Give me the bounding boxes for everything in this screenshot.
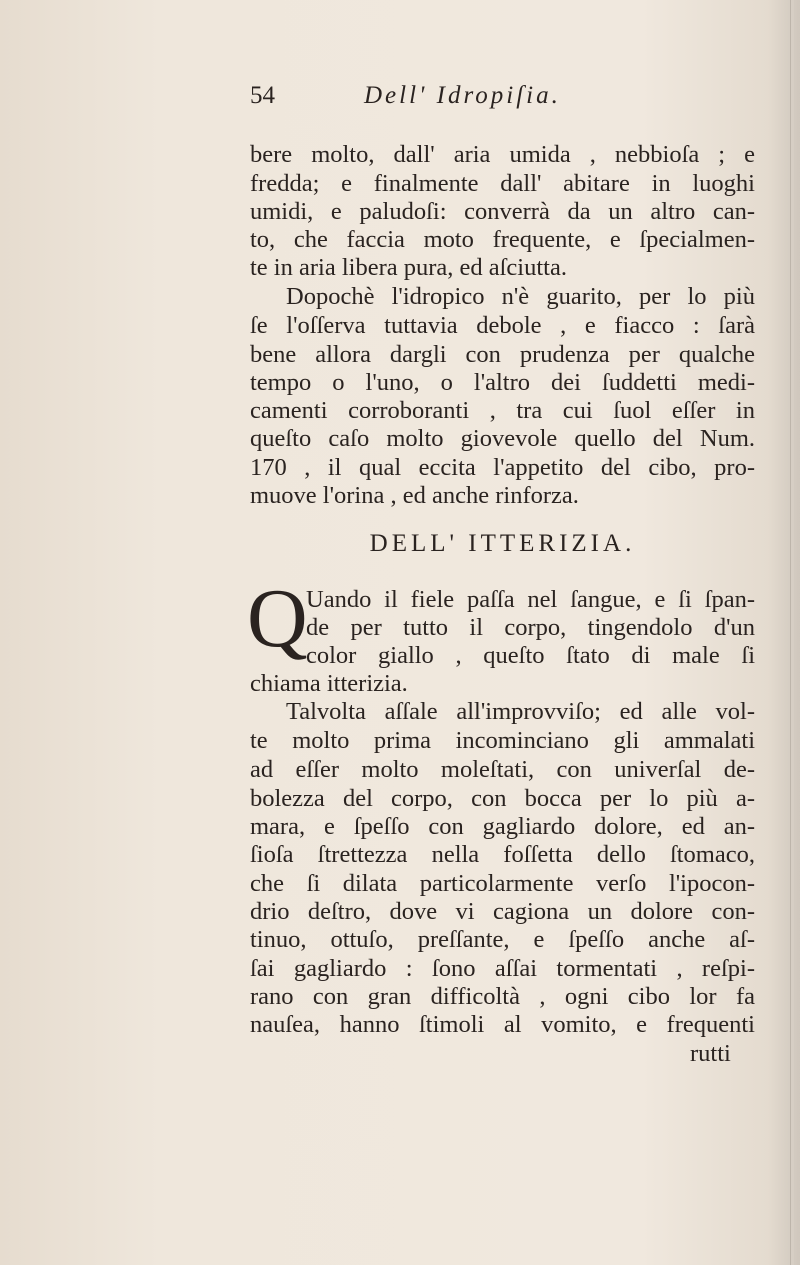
- text-line: to, che faccia moto frequente, e ſpecialmen-: [250, 226, 755, 253]
- text-line: ad eſſer molto moleſtati, con univerſal de-: [250, 756, 755, 783]
- text-line: Uando il fiele paſſa nel ſangue, e ſi ſpan-: [306, 586, 755, 613]
- text-line: che ſi dilata particolarmente verſo l'ipocon-: [250, 870, 755, 897]
- text-line: de per tutto il corpo, tingendolo d'un: [306, 614, 755, 641]
- text-line: ſai gagliardo : ſono aſſai tormentati , reſpi-: [250, 955, 755, 982]
- text-line: bolezza del corpo, con bocca per lo più a-: [250, 785, 755, 812]
- drop-cap: Q: [247, 572, 308, 665]
- text-line: muove l'orina , ed anche rinforza.: [250, 482, 579, 509]
- text-line: queſto caſo molto giovevole quello del Num.: [250, 425, 755, 452]
- text-line: tempo o l'uno, o l'altro dei ſuddetti medi-: [250, 369, 755, 396]
- text-line: ſioſa ſtrettezza nella foſſetta dello ſtomaco,: [250, 841, 755, 868]
- text-line: chiama itterizia.: [250, 670, 408, 697]
- page-number: 54: [250, 82, 275, 109]
- text-line: nauſea, hanno ſtimoli al vomito, e frequenti: [250, 1011, 755, 1038]
- text-line: ſe l'oſſerva tuttavia debole , e fiacco : ſarà: [250, 312, 755, 339]
- section-heading: DELL' ITTERIZIA.: [369, 530, 636, 557]
- text-line: mara, e ſpeſſo con gagliardo dolore, ed an-: [250, 813, 755, 840]
- text-line: tinuo, ottuſo, preſſante, e ſpeſſo anche aſ-: [250, 926, 755, 953]
- running-header: [250, 82, 760, 116]
- text-line: camenti corroboranti , tra cui ſuol eſſer in: [250, 397, 755, 424]
- text-line: rano con gran difficoltà , ogni cibo lor fa: [250, 983, 755, 1010]
- text-line: umidi, e paludoſi: converrà da un altro can-: [250, 198, 755, 225]
- text-line: bere molto, dall' aria umida , nebbioſa ; e: [250, 141, 755, 168]
- text-line: fredda; e finalmente dall' abitare in luoghi: [250, 170, 755, 197]
- page-edge: [790, 0, 794, 1265]
- text-line: bene allora dargli con prudenza per qualche: [250, 341, 755, 368]
- text-line: color giallo , queſto ſtato di male ſi: [306, 642, 755, 669]
- running-title: Dell' Idropiſia.: [364, 82, 561, 109]
- text-line: te molto prima incominciano gli ammalati: [250, 727, 755, 754]
- text-line: te in aria libera pura, ed aſciutta.: [250, 254, 567, 281]
- catchword: rutti: [690, 1040, 731, 1067]
- text-line: drio deſtro, dove vi cagiona un dolore con-: [250, 898, 755, 925]
- text-line: Talvolta aſſale all'improvviſo; ed alle vol-: [286, 698, 755, 725]
- text-line: Dopochè l'idropico n'è guarito, per lo più: [286, 283, 755, 310]
- text-line: 170 , il qual eccita l'appetito del cibo, pro-: [250, 454, 755, 481]
